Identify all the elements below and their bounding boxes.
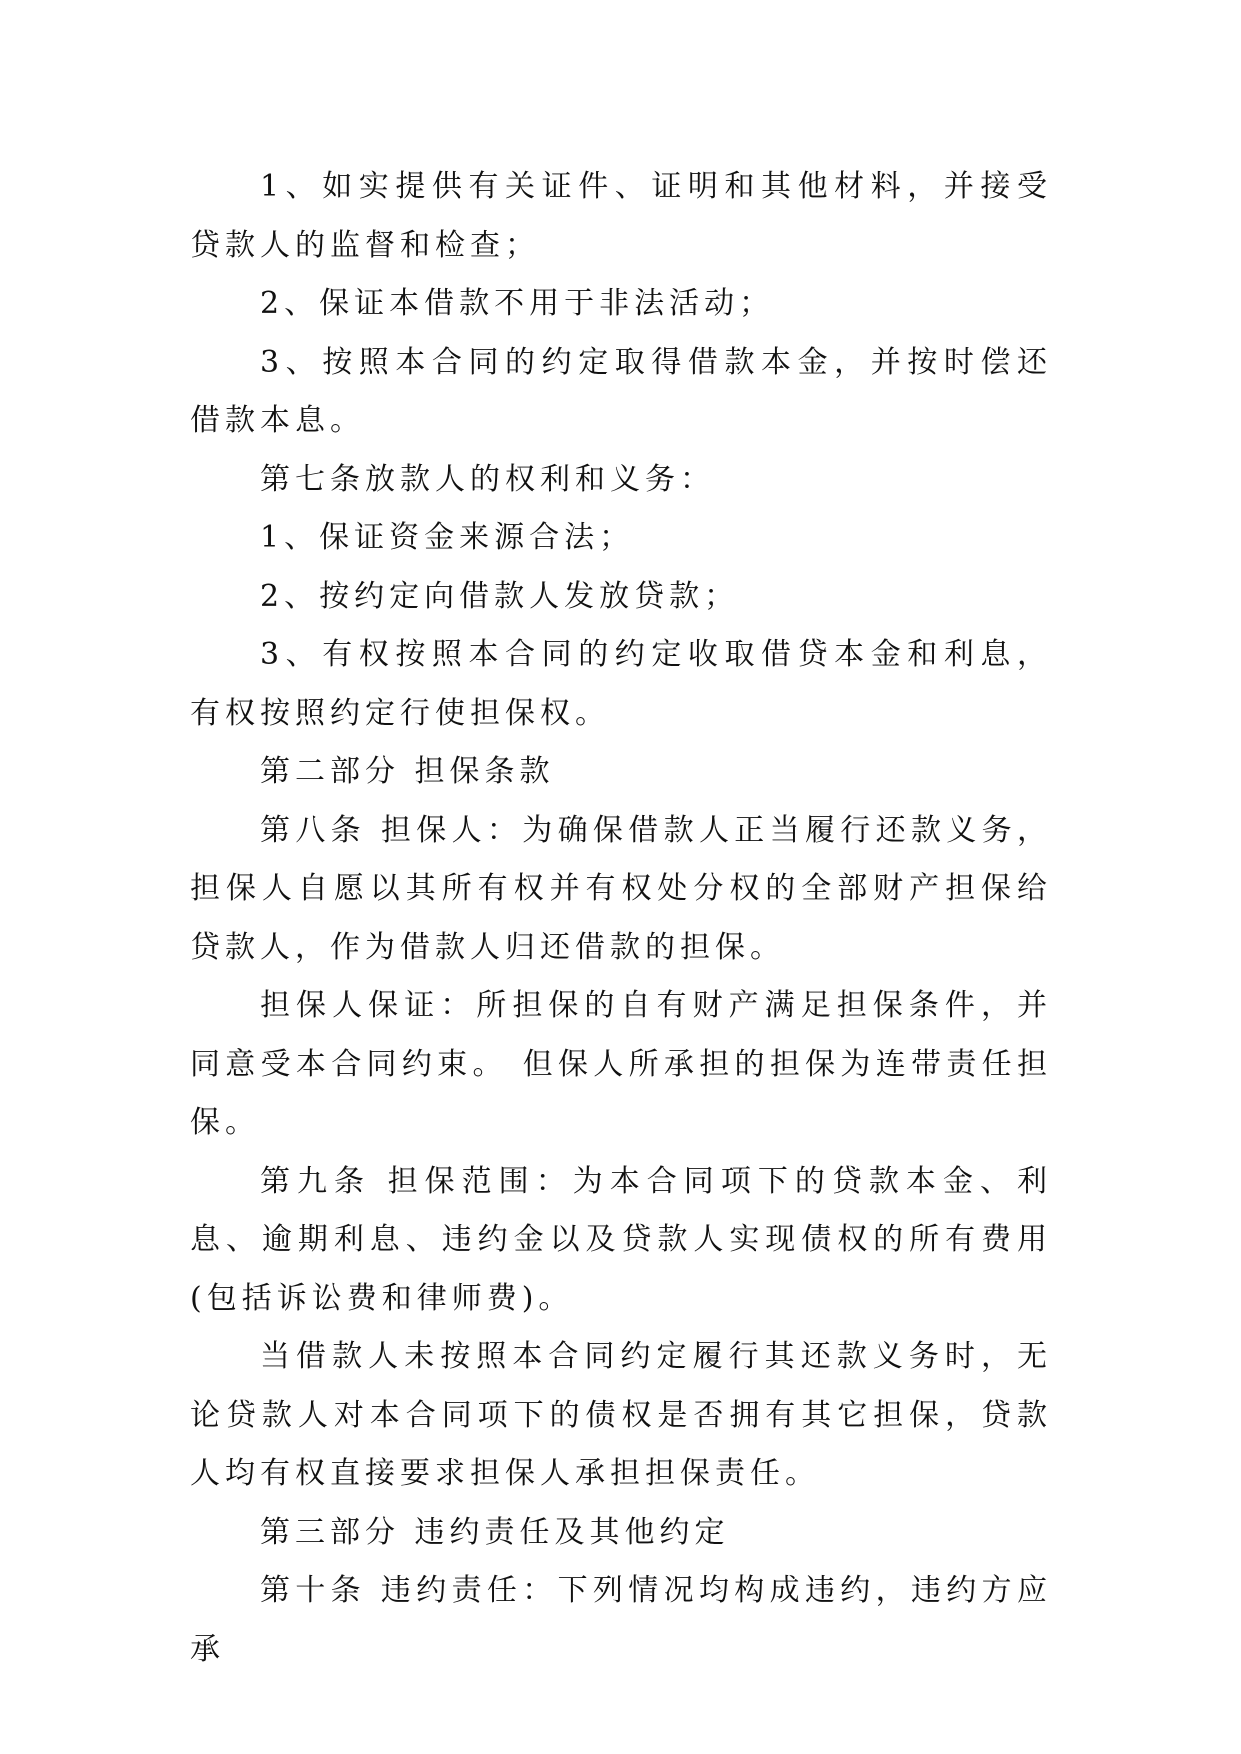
part-2-heading: 第二部分 担保条款: [260, 754, 555, 789]
paragraph-lender-duty-1: 1、保证资金来源合法；: [260, 520, 635, 555]
default-guarantee-paragraph: 当借款人未按照本合同约定履行其还款义务时，无论贷款人对本合同项下的债权是否拥有其它担保，贷款人均有权直接要求担保人承担担保责任。: [190, 1339, 1052, 1491]
guarantor-pledge-paragraph: 担保人保证：所担保的自有财产满足担保条件，并同意受本合同约束。 但保人所承担的担保为连带责任担保。: [190, 988, 1052, 1140]
article-10-paragraph: 第十条 违约责任：下列情况均构成违约，违约方应承: [190, 1573, 1052, 1667]
paragraph-lender-duty-2: 2、按约定向借款人发放贷款；: [260, 578, 740, 614]
paragraph-borrower-duty-2: 2、保证本借款不用于非法活动；: [260, 286, 775, 321]
document-body: [190, 158, 1052, 1679]
article-9-paragraph: 第九条 担保范围：为本合同项下的贷款本金、利息、逾期利息、违约金以及贷款人实现债权的所有费用(包括诉讼费和律师费)。: [190, 1163, 1052, 1316]
part-3-heading: 第三部分 违约责任及其他约定: [260, 1514, 730, 1550]
paragraph-lender-duty-3: 3、有权按照本合同的约定收取借贷本金和利息，有权按照约定行使担保权。: [190, 637, 1052, 731]
paragraph-borrower-duty-3: 3、按照本合同的约定取得借款本金，并按时偿还借款本息。: [190, 344, 1052, 438]
paragraph-borrower-duty-1: 1、如实提供有关证件、证明和其他材料，并接受贷款人的监督和检查；: [190, 169, 1052, 263]
article-8-paragraph: 第八条 担保人：为确保借款人正当履行还款义务，担保人自愿以其所有权并有权处分权的全部财产担保给贷款人，作为借款人归还借款的担保。: [190, 812, 1052, 965]
article-7-heading: 第七条放款人的权利和义务：: [260, 461, 715, 497]
